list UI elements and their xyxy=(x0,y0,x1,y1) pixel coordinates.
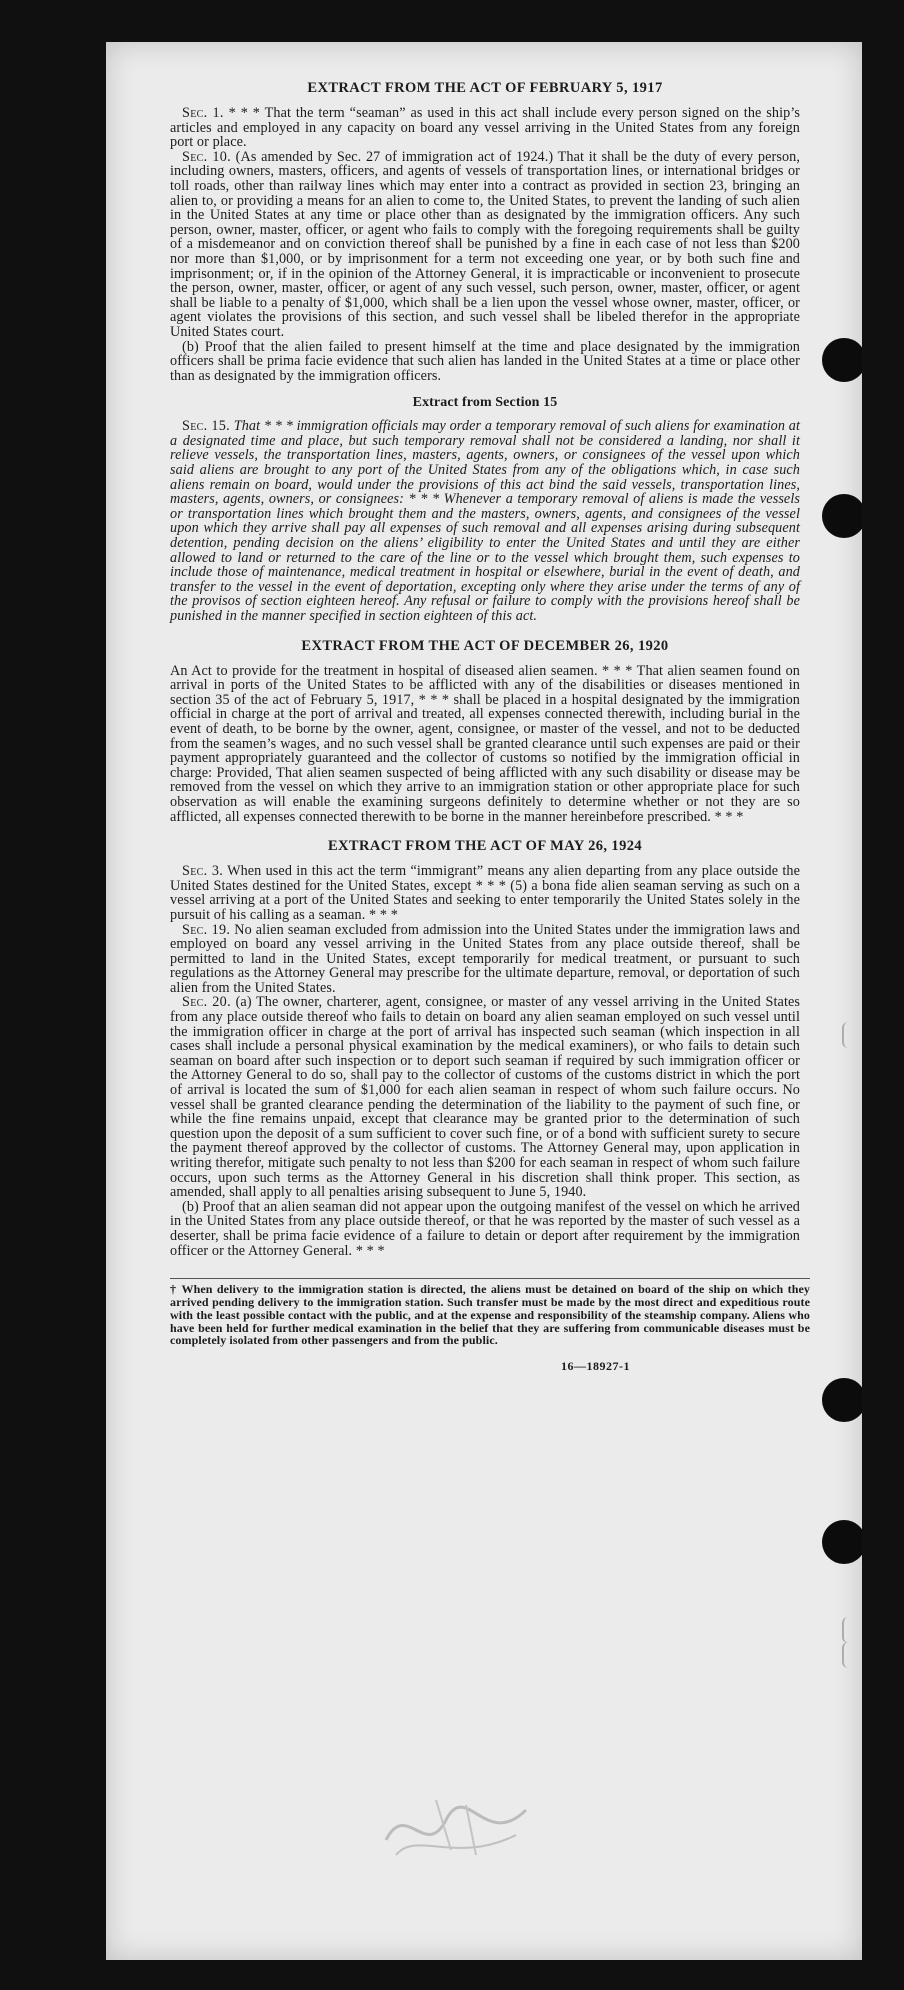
punch-hole xyxy=(822,1378,862,1422)
section-label: Sec. 3. xyxy=(182,863,224,880)
margin-mark xyxy=(842,1617,856,1643)
heading-act-1920: EXTRACT FROM THE ACT OF DECEMBER 26, 1920 xyxy=(301,637,669,654)
document-page xyxy=(106,42,862,1960)
punch-hole xyxy=(822,494,862,538)
section-label: Sec. 19. xyxy=(182,921,231,938)
footnote: † When delivery to the immigration station is directed, the aliens must be detained on board of the ship on which they arrived pending delivery to the immigration station. Such transfer must be made by the most direct and expeditious route with the least possible contact with the public, and at the expense and responsibility of the steamship company. Aliens who have been held for further medical examination in the belief that they are suffering from communicable diseases must be completely isolated from other passengers and from the public. xyxy=(170,1278,810,1347)
paragraph-sec-20 xyxy=(170,995,800,1199)
paragraph-text: When used in this act the term “immigrant” means any alien departing from any place outside the United States destined for the United States, except * * * (5) a bona fide alien seaman serving as such on a vessel arriving at a port of the United States and seeking to enter temporarily the United States solely in the pursuit of his calling as a seaman. * * * xyxy=(170,863,800,923)
paragraph-text: No alien seaman excluded from admission into the United States under the immigration laws and employed on board any vessel arriving in the United States from any place outside thereof, shall be permitted to land in the United States, except temporarily for medical treatment, or pursuant to such regulations as the Attorney General may prescribe for the ultimate departure, removal, or deportation of such alien from the United States. xyxy=(170,921,800,996)
paragraph-text: (a) The owner, charterer, agent, consignee, or master of any vessel arriving in the United States from any place outside thereof who fails to detain on board any alien seaman employed on such vessel until the immigration officer in charge at the port of arrival has inspected such seaman (which inspection in all cases shall include a personal physical examination by the medical examiners), or who fails to detain such seaman on board after such inspection or to deport such seaman if required by such immigration officer or the Attorney General to do so, shall pay to the collector of customs of the customs district in which the port of arrival is located the sum of $1,000 for each alien seaman in respect of whom such failure occurs. No vessel shall be granted clearance pending the determination of the liability to the payment of such fine, or while the fine remains unpaid, except that clearance may be granted prior to the determination of such question upon the deposit of a sum sufficient to cover such fine, or of a bond with sufficient surety to secure the payment thereof approved by the collector of customs. The Attorney General may, upon application in writing therefor, mitigate such penalty to not less than $200 for each seaman in respect of whom such failure occurs, upon such terms as the Attorney General in his discretion shall think proper. This section, as amended, shall apply to all penalties arising subsequent to June 5, 1940. xyxy=(170,994,800,1201)
margin-mark xyxy=(842,1022,856,1048)
paragraph-sec-3 xyxy=(170,864,800,922)
form-number: 16—18927-1 xyxy=(561,1359,630,1374)
document-text xyxy=(170,80,810,1374)
paragraph-text: * * * That the term “seaman” as used in this act shall include every person signed on the ship’s articles and employed in any capacity on board any vessel arriving in the United States from any foreign port or place. xyxy=(170,105,800,151)
paragraph-text: (As amended by Sec. 27 of immigration act of 1924.) That it shall be the duty of every person, including owners, masters, officers, and agents of vessels of transportation lines, or international bridges or toll roads, other than railway lines which may enter into a contract as provided in section 23, bringing an alien to, or providing a means for an alien to come to, the United States, to prevent the landing of such alien in the United States at any time or place other than as designated by the immigration officers. Any such person, owner, master, officer, or agent who fails to comply with the foregoing requirements shall be guilty of a misdemeanor and on conviction thereof shall be punished by a fine in each case of not less than $200 nor more than $1,000, or by imprisonment for a term not exceeding one year, or by both such fine and imprisonment; or, if in the opinion of the Attorney General, it is impracticable or inconvenient to prosecute the person, owner, master, officer, or agent of any such vessel, such person, owner, master, officer, or agent shall be liable to a penalty of $1,000, which shall be a lien upon the vessel whose owner, master, officer, or agent violates the provisions of this section, and such vessel shall be libeled therefor in the appropriate United States court. xyxy=(170,148,800,340)
paragraph-act-1920: An Act to provide for the treatment in hospital of diseased alien seamen. * * * That alien seamen found on arrival in ports of the United States to be afflicted with any of the disabilities or diseases mentioned in section 35 of the act of February 5, 1917, * * * shall be placed in a hospital designated by the immigration official in charge at the port of arrival and treated, all expenses connected therewith, including burial in the event of death, to be borne by the owner, agent, consignee, or master of the vessel, and not to be deducted from the seamen’s wages, and no such vessel shall be granted clearance until such expenses are paid or their payment appropriately guaranteed and the collector of customs so notified by the immigration official in charge: Provided, That alien seamen suspected of being afflicted with any such disability or disease may be removed from the vessel on which they arrive to an immigration station or other appropriate place for such observation as will enable the examining surgeons definitely to determine whether or not they are so afflicted, all expenses connected therewith to be borne in the manner hereinbefore prescribed. * * * xyxy=(170,662,800,825)
paragraph-sec-10-b: (b) Proof that the alien failed to present himself at the time and place designated by the immigration officers shall be prima facie evidence that such alien has landed in the United States at a time or place other than as designated by the immigration officers. xyxy=(170,338,800,384)
paragraph-sec-10 xyxy=(170,150,800,340)
faded-stamp xyxy=(376,1780,536,1870)
margin-mark xyxy=(842,1642,856,1668)
heading-act-1924: EXTRACT FROM THE ACT OF MAY 26, 1924 xyxy=(327,838,643,855)
paragraph-sec-20-b: (b) Proof that an alien seaman did not appear upon the outgoing manifest of the vessel on which he arrived in the United States from any place outside thereof, or that he was reported by the master of such vessel as a deserter, shall be prima facie evidence of a failure to detain or deport after requirement by the immigration officer or the Attorney General. * * * xyxy=(170,1198,800,1259)
heading-section-15: Extract from Section 15 xyxy=(412,395,558,411)
punch-hole xyxy=(822,1520,862,1564)
section-label: Sec. 20. xyxy=(182,994,231,1011)
section-label: Sec. 10. xyxy=(182,148,231,165)
punch-hole xyxy=(822,338,862,382)
paragraph-sec-1 xyxy=(170,106,800,150)
paragraph-sec-19 xyxy=(170,923,800,996)
paragraph-text: That * * * immigration officials may order a temporary removal of such aliens for examination at a designated time and place, but such temporary removal shall not be considered a landing, nor shall it relieve vessels, the transportation lines, masters, agents, owners, or consignees of the vessel upon which said aliens are brought to any port of the United States from any of the obligations which, in case such aliens remain on board, would under the provisions of this act bind the said vessels, transportation lines, masters, agents, owners, or consignees: * * * Whenever a temporary removal of aliens is made the vessels or transportation lines which brought them and the masters, owners, agents, and consignees of the vessel upon which they arrive shall pay all expenses of such removal and all expenses arising during subsequent detention, pending decision on the aliens’ eligibility to enter the United States and until they are either allowed to land or returned to the care of the line or to the vessel which brought them, such expenses to include those of maintenance, medical treatment in hospital or elsewhere, burial in the event of death, and transfer to the vessel in the event of deportation, excepting only where they arise under the terms of any of the provisos of section eighteen hereof. Any refusal or failure to comply with the provisions hereof shall be punished in the manner specified in section eighteen of this act. xyxy=(170,418,800,624)
section-label: Sec. 1. xyxy=(182,105,224,121)
paragraph-sec-15 xyxy=(170,419,800,623)
section-label: Sec. 15. xyxy=(182,418,230,435)
heading-act-1917: EXTRACT FROM THE ACT OF FEBRUARY 5, 1917 xyxy=(307,80,663,96)
